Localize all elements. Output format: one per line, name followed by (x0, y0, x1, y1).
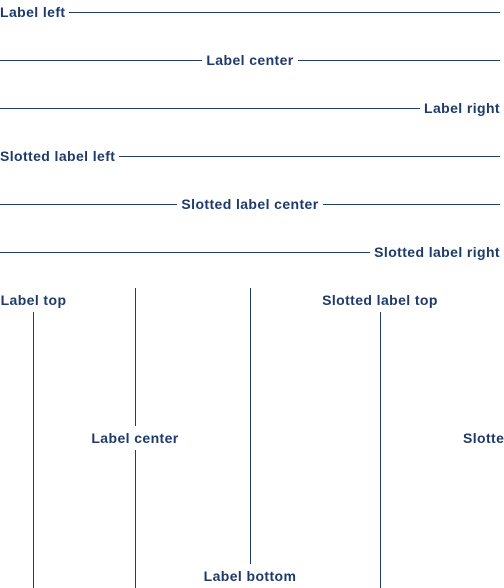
divider-label-right (0, 96, 500, 120)
vertical-divider-label-top (0, 288, 67, 588)
divider-line (69, 12, 500, 13)
divider-line (135, 450, 136, 588)
divider-label: Slotted label center (181, 196, 319, 212)
divider-label: Label right (424, 100, 500, 116)
divider-line (298, 60, 500, 61)
divider-label-center (0, 48, 500, 72)
divider-label: Label top (0, 292, 67, 308)
divider-label: Slotte (463, 430, 504, 446)
divider-line (0, 252, 370, 253)
divider-label: Slotted label right (374, 244, 500, 260)
divider-line (135, 288, 136, 426)
divider-line (0, 108, 420, 109)
divider-label: Label bottom (203, 568, 297, 584)
divider-label: Label center (91, 430, 179, 446)
divider-slotted-label-center (0, 192, 500, 216)
divider-label: Slotted label left (0, 148, 116, 164)
divider-label: Label left (0, 4, 66, 20)
divider-label: Label center (206, 52, 294, 68)
vertical-divider-label-bottom (196, 288, 304, 588)
divider-label-left (0, 0, 500, 24)
divider-slotted-label-left (0, 144, 500, 168)
divider-line (0, 204, 177, 205)
divider-slotted-label-right (0, 240, 500, 264)
divider-line (250, 288, 251, 564)
divider-line (0, 60, 202, 61)
vertical-divider-slotted-label-center (463, 428, 504, 448)
divider-label: Slotted label top (322, 292, 438, 308)
vertical-divider-label-center (85, 288, 185, 588)
vertical-divider-slotted-label-top (316, 288, 444, 588)
divider-line (380, 312, 381, 588)
divider-line (33, 312, 34, 588)
divider-line (119, 156, 500, 157)
divider-line (323, 204, 500, 205)
